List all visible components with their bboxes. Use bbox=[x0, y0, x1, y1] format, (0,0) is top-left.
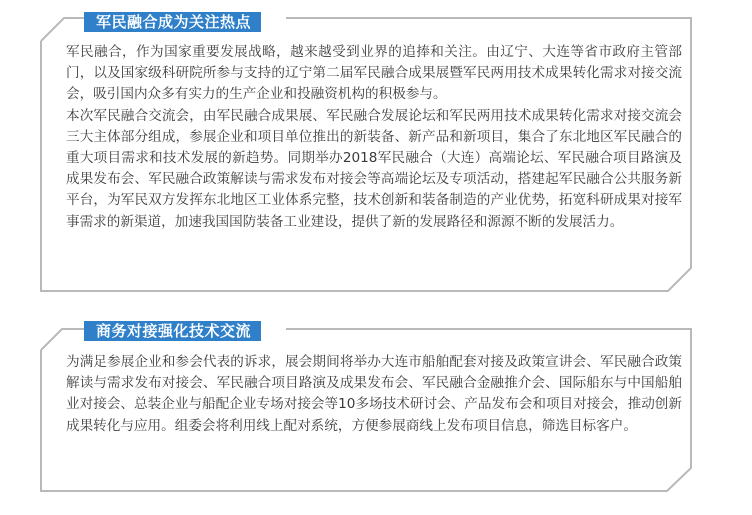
section-body bbox=[66, 42, 682, 233]
paragraph: 本次军民融合交流会，由军民融合成果展、军民融合发展论坛和军民两用技术成果转化需求对接交流会三大主体部分组成，参展企业和项目单位推出的新装备、新产品和新项目，集合了东北地区军民融合的重大项目需求和技术发展的新趋势。同期举办2018军民融合（大连）高端论坛、军民融合项目路演及成果发布会、军民融合政策解读与需求发布对接会等高端论坛及专项活动，搭建起军民融合公共服务新平台，为军民双方发挥东北地区工业体系完整，技术创新和装备制造的产业优势，拓宽科研成果对接军事需求的新渠道，加速我国国防装备工业建设，提供了新的发展路径和源源不断的发展活力。 bbox=[66, 107, 682, 230]
paragraph: 为满足参展企业和参会代表的诉求，展会期间将举办大连市船舶配套对接及政策宣讲会、军民融合政策解读与需求发布对接会、军民融合项目路演及成果发布会、军民融合金融推介会、国际船东与中国船舶业对接会、总装企业与船配企业专场对接会等10多场技术研讨会、产品发布会和项目对接会，推动创新成果转化与应用。组委会将利用线上配对系统，方便参展商线上发布项目信息，筛选目标客户。 bbox=[66, 354, 682, 434]
section-title: 商务对接强化技术交流 bbox=[84, 321, 261, 341]
section-business-matchmaking bbox=[40, 312, 692, 492]
section-body bbox=[66, 352, 682, 437]
paragraph: 军民融合，作为国家重要发展战略，越来越受到业界的追捧和关注。由辽宁、大连等省市政府主管部门，以及国家级科研院所参与支持的辽宁第二届军民融合成果展暨军民两用技术成果转化需求对接交流会，吸引国内众多有实力的生产企业和投融资机构的积极参与。 bbox=[66, 44, 682, 103]
section-title: 军民融合成为关注热点 bbox=[84, 12, 261, 32]
section-military-civil-fusion bbox=[40, 0, 692, 292]
